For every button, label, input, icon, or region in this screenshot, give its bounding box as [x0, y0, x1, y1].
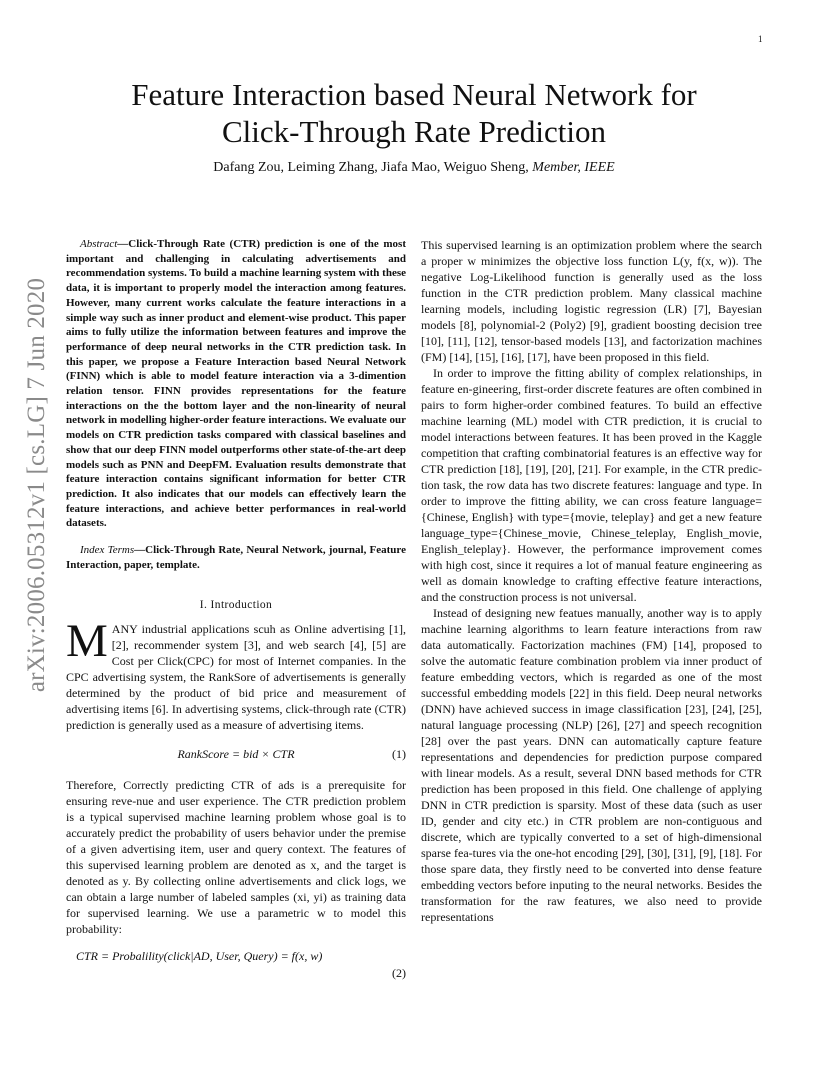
right-column: [421, 237, 762, 925]
right-paragraph-3: Instead of designing new featues manually, another way is to apply machine learning algorithms to learn feature interactions from raw data automatically. Factorization machines (FM) [14], proposed to solve the automatic feature combination problem via inner product of feature embedding vectors, which is regarded as one of the most successful embedding models [22] in this field. Deep neural networks (DNN) have achieved success in image classification [23], [24], [25], natural language processing (NLP) [26], [27] and speech recognition [28] over the past years. DNN can automatically capture feature representations and dependencies for prediction purpose compared with linear models. As a result, several DNN based methods for CTR prediction has been proposed in this field. One challenge of applying DNN in CTR prediction is sparsity. Most of these data (such as user ID, gender and city etc.) in CTR problem are non-contiguous and discrete, which are typically converted to a set of high-dimensional sparse fea-tures via the one-hot encoding [29], [30], [31], [9], [18]. For those spare data, they firstly need to be converted into dense feature embedding vectors before inputing to the neural networks. Besides the transformation for the raw features, we also need to provide representations: [421, 606, 762, 924]
left-column: [66, 237, 406, 983]
intro-paragraph-1-text: ANY industrial applications scuh as Online advertising [1], [2], recommender system [3], and web search [4], [5] are Cost per Click(CPC) for most of Internet companies. In the CPC advertising system, the RankSore of advertisements is generally determined by the product of bid price and measurement of advertising items [6]. In advertising systems, click-through rate (CTR) prediction is generally used as a measure of advertising items.: [66, 622, 406, 733]
intro-paragraph-1: [66, 615, 406, 733]
index-terms-text: —Click-Through Rate, Neural Network, journal, Feature Interaction, paper, template.: [66, 544, 406, 571]
arxiv-stamp-text: arXiv:2006.05312v1 [cs.LG] 7 Jun 2020: [23, 277, 50, 692]
equation-1-expression: RankScore = bid × CTR: [177, 747, 295, 762]
index-terms: [66, 543, 406, 572]
abstract: [66, 237, 406, 531]
intro-paragraph-2: Therefore, Correctly predicting CTR of ads is a prerequisite for ensuring reve-nue and user experience. The CTR prediction problem is a typical supervised machine learning problem whose goal is to accurately predict the probability of users behavior under the premise of a given advertising item, user and query context. The features of this supervised learning problem are denoted as x, and the target is denoted as y. By collecting online advertisements and click logs, we can obtain a large number of labeled samples (xi, yi) as training data for supervised learning. We use a parametric w to model this probability:: [66, 778, 406, 937]
equation-2-number: (2): [392, 966, 406, 981]
page-number: 1: [758, 34, 763, 44]
index-terms-label: Index Terms: [80, 544, 135, 557]
paper-title: [66, 76, 762, 150]
right-paragraph-1: This supervised learning is an optimization problem where the search a proper w minimizes the objective loss function L(y, f(x, w)). The negative Log-Likelihood function is generally used as the loss function in the CTR prediction problem. Many classical machine learning models, including logistic regression (LR) [7], Bayesian models [8], polynomial-2 (Poly2) [9], gradient boosting decision tree [10], [11], [12], tensor-based models [13], and factorization machines (FM) [14], [15], [16], [17], have been proposed in this field.: [421, 238, 762, 364]
abstract-label: Abstract: [80, 238, 118, 250]
author-list: [66, 160, 762, 176]
author-names: Dafang Zou, Leiming Zhang, Jiafa Mao, Weiguo Sheng,: [213, 160, 533, 175]
title-line-1: Feature Interaction based Neural Network for: [131, 77, 697, 112]
abstract-text: —Click-Through Rate (CTR) prediction is one of the most important and challenging in calculating advertisements and recommendation systems. To build a machine learning system with these data, it is important to properly model the interaction among features. However, many current works calculate the feature interactions in a simple way such as inner product and element-wise product. This paper aims to fully utilize the information between features and improve the performance of deep neural networks in the CTR prediction task. In this paper, we propose a Feature Interaction based Neural Network (FINN) which is able to model feature interaction via a 3-dimention relation tensor. FINN provides representations for the feature interactions on the the bottom layer and the non-linearity of neural network in modelling higher-order feature interactions. We evaluate our models on CTR prediction tasks compared with classical baselines and show that our deep FINN model outperforms other state-of-the-art deep models such as PNN and DeepFM. Evaluation results demonstrate that feature interaction contains significant information for better CTR prediction. It also indicates that our models can effectively learn the feature interactions, and achieve better performances in real-world datasets.: [66, 238, 406, 530]
author-membership: Member, IEEE: [532, 160, 615, 175]
equation-1: [66, 747, 406, 763]
equation-2: [66, 949, 406, 983]
section-heading-introduction: I. Introduction: [199, 599, 273, 612]
dropcap-letter: M: [66, 615, 108, 668]
title-line-2: Click-Through Rate Prediction: [222, 114, 606, 149]
equation-2-expression: CTR = Probalility(click|AD, User, Query) = f(x, w): [76, 949, 323, 964]
right-paragraph-2: In order to improve the fitting ability of complex relationships, in feature en-gineering, first-order discrete features are often combined in pairs to form higher-order combined features. To build an effective machine learning (ML) model with CTR prediction, it is crucial to model interactions between features. It has been proved in the Kaggle competition that crafting combinatorial features is an effective way for CTR prediction [18], [19], [20], [21]. For example, in the CTR predic-tion task, the row data has two discrete features: language and type. In order to improve the fitting ability, we can cross feature language={Chinese, English} with type={movie, teleplay} and get a new feature language_type={Chinese_movie, Chinese_teleplay, English_movie, English_teleplay}. However, the performance improvement comes with high cost, since it requires a lot of manual feature engineering as well as domain knowledge to crafting effective feature interactions, and the construction process is not universal.: [421, 366, 762, 604]
equation-1-number: (1): [392, 747, 406, 762]
arxiv-stamp: [22, 277, 52, 692]
